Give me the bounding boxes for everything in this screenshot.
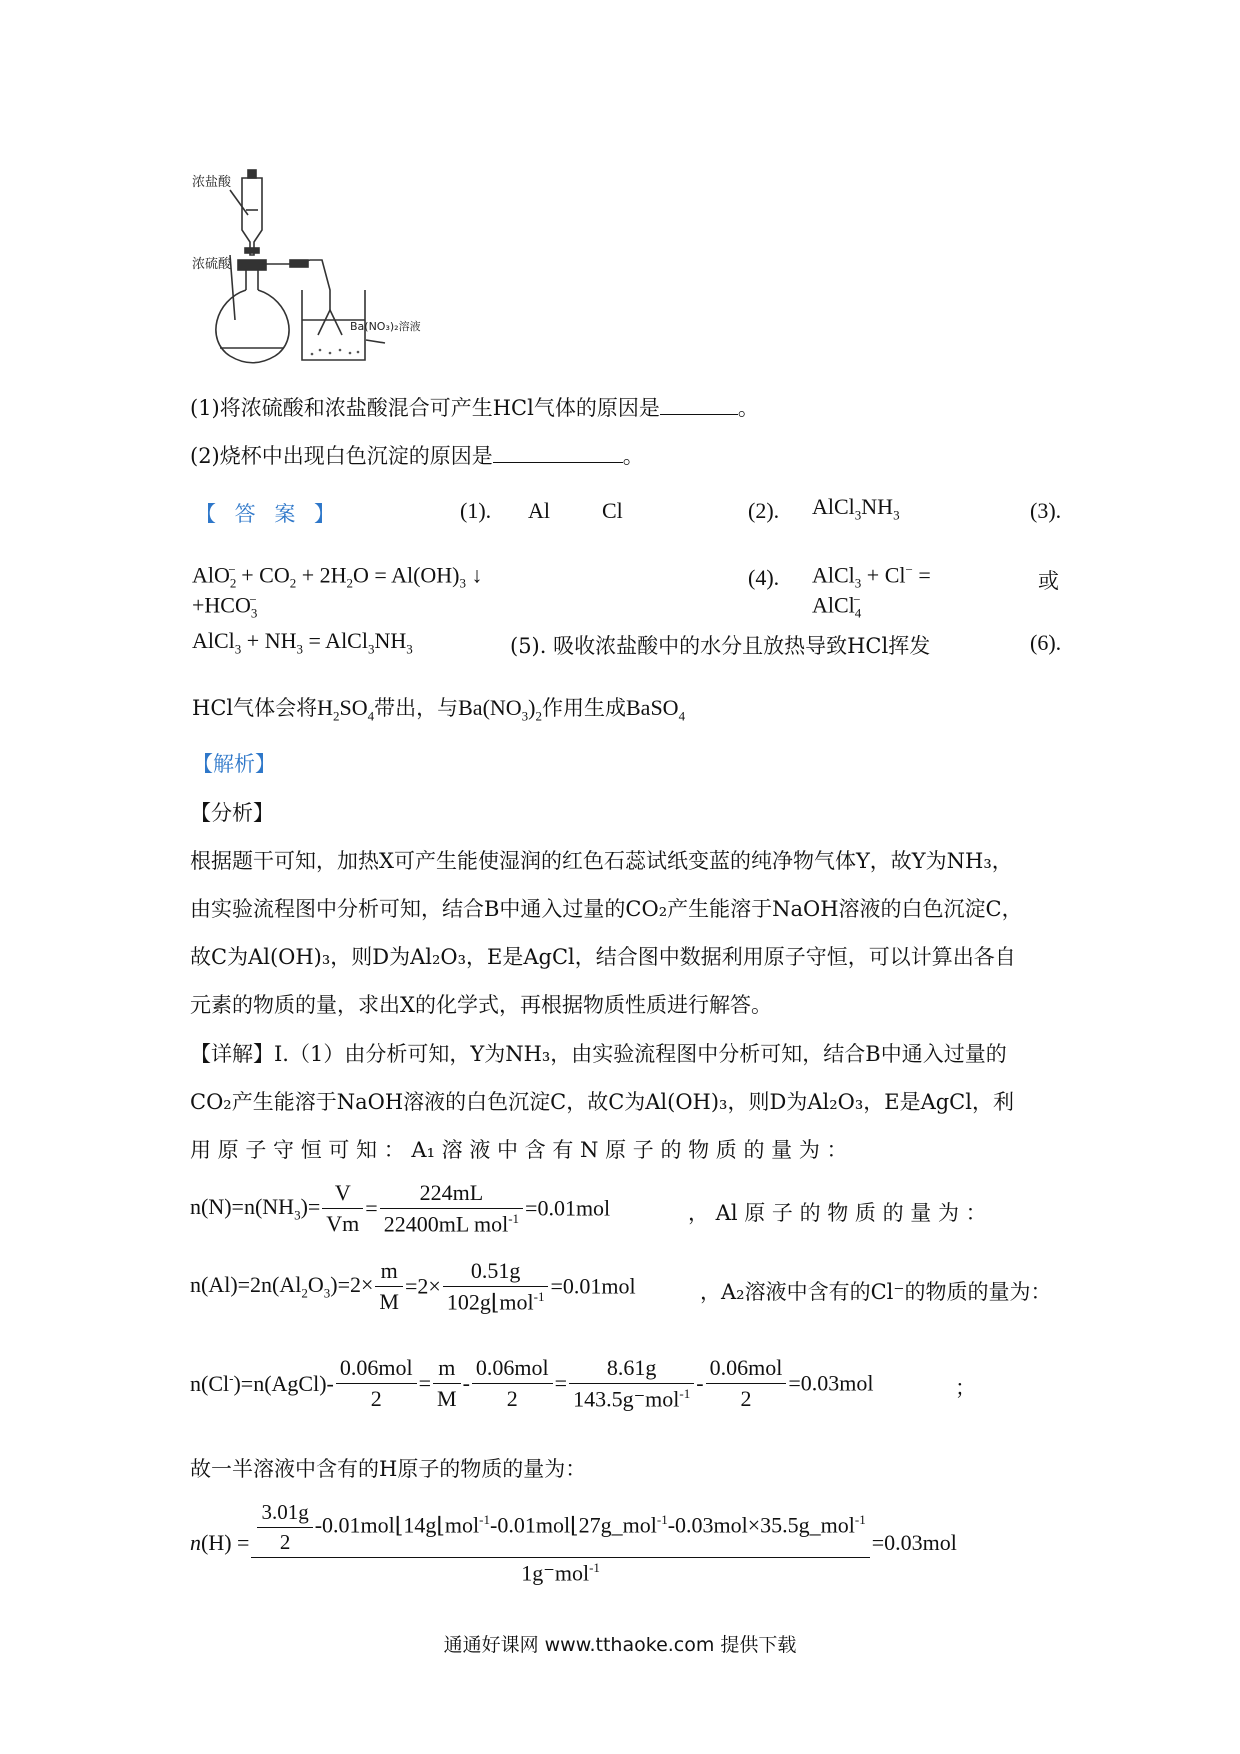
answer-blank-1 bbox=[660, 396, 738, 415]
analysis-heading: 【解析】 bbox=[192, 752, 276, 776]
detail-line-1: 【详解】I.（1）由分析可知，Y为NH₃，由实验流程图中分析可知，结合B中通入过量的 bbox=[190, 1042, 1007, 1066]
label-beaker-solution: Ba(NO₃)₂溶液 bbox=[350, 320, 421, 333]
answer-6-number: (6). bbox=[1030, 630, 1062, 655]
detail-line-2: CO₂产生能溶于NaOH溶液的白色沉淀C，故C为Al(OH)₃，则D为Al₂O₃，E是AgCl，利 bbox=[190, 1090, 1014, 1114]
equation-n-hydrogen: n(H) = $\frac{3.01g}{2}$ -0.01mol⌊14g⌊mol$^{-1}$-0.01mol⌊27g_mol$^{-1}$-0.03mol×35.5g_mol$^{-1}$ 1g⁻mol$^{-1}$ =0.03mol bbox=[190, 1500, 957, 1586]
analysis-paragraph-line-1: 根据题干可知，加热X可产生能使湿润的红色石蕊试纸变蓝的纯净物气体Y，故Y为NH₃， bbox=[190, 849, 1013, 873]
equation-1-tail: ， Al 原 子 的 物 质 的 量 为 ： bbox=[688, 1201, 987, 1225]
apparatus-figure bbox=[190, 160, 450, 370]
detail-line-3: 用 原 子 守 恒 可 知 ： A₁ 溶 液 中 含 有 N 原 子 的 物 质 的 量 为 ： bbox=[190, 1138, 848, 1162]
answer-6-text: HCl气体会将$H_2SO_4$带出，与$Ba(NO_3)_2$作用生成BaSO$_4$ bbox=[192, 695, 686, 724]
answer-1-cl: Cl bbox=[602, 498, 623, 523]
answer-4-equation-a: AlCl$_3$ + Cl− = AlCl$_4$− bbox=[812, 562, 931, 621]
answer-3-number: (3). bbox=[1030, 498, 1062, 523]
answer-4-equation-b: AlCl$_3$ + $NH_3$ = $AlCl_3NH_3$ bbox=[192, 628, 413, 657]
equation-n-chloride: n(Cl-)=n(AgCl)- $\frac{\text{0.06mol}}{2}$ = $\frac{m}{M}$ - $\frac{\text{0.06mol}}{2}$ = $\frac{8.61g}{143.5g^-mol^{-1}}$ - $\frac{\text{0.06mol}}{2}$ =0.03mol bbox=[190, 1355, 874, 1412]
answer-1-al: Al bbox=[528, 498, 550, 523]
answer-2-number: (2). bbox=[748, 498, 780, 523]
equation-n-aluminium: $n(Al)=2n(Al_2O_3)=2\times$ $\frac{m}{M}$ =2× $\frac{0.51g}{102g⌊mol^{-1}}$ =0.01mol bbox=[190, 1258, 636, 1315]
equation-3-tail: ； bbox=[955, 1376, 976, 1400]
analysis-paragraph-line-4: 元素的物质的量，求出X的化学式，再根据物质性质进行解答。 bbox=[190, 993, 772, 1017]
answer-heading: 【 答 案 】 bbox=[195, 502, 342, 526]
label-hcl: 浓盐酸 bbox=[192, 175, 232, 190]
page-footer: 通通好课网 www.tthaoke.com 提供下载 bbox=[443, 1634, 797, 1656]
answer-1-number: (1). bbox=[460, 498, 492, 523]
answer-2-formula: $AlCl_3NH_3$ bbox=[812, 494, 900, 523]
analysis-subheading: 【分析】 bbox=[190, 801, 274, 825]
equation-2-tail: ，A₂溶液中含有的Cl⁻的物质的量为： bbox=[700, 1280, 1052, 1304]
label-h2so4: 浓硫酸 bbox=[192, 257, 232, 272]
apparatus-drawing bbox=[190, 160, 450, 370]
question-1: (1)将浓硫酸和浓盐酸混合可产生HCl气体的原因是 。 bbox=[190, 396, 759, 420]
question-2: (2)烧杯中出现白色沉淀的原因是 。 bbox=[190, 444, 644, 468]
answer-4-or: 或 bbox=[1038, 569, 1059, 593]
answer-3-equation: $AlO_2^- + CO_2 + 2H_2O = Al(OH)_3$ ↓ $+HCO_3^-$ bbox=[192, 562, 483, 621]
answer-4-number: (4). bbox=[748, 565, 780, 590]
analysis-paragraph-line-2: 由实验流程图中分析可知，结合B中通入过量的CO₂产生能溶于NaOH溶液的白色沉淀C， bbox=[190, 897, 1023, 921]
analysis-paragraph-line-3: 故C为Al(OH)₃，则D为Al₂O₃，E是AgCl，结合图中数据利用原子守恒，可以计算出各自 bbox=[190, 945, 1016, 969]
detail-hydrogen-intro: 故一半溶液中含有的H原子的物质的量为： bbox=[190, 1457, 587, 1481]
answer-blank-2 bbox=[493, 444, 623, 463]
answer-5: (5). 吸收浓盐酸中的水分且放热导致HCl挥发 bbox=[510, 634, 931, 658]
equation-n-nitrogen: $n(N)=n(NH_3)=$ $\frac{V}{Vm}$ = $\frac{224mL}{22400mL mol^{-1}}$ =0.01mol bbox=[190, 1180, 611, 1237]
